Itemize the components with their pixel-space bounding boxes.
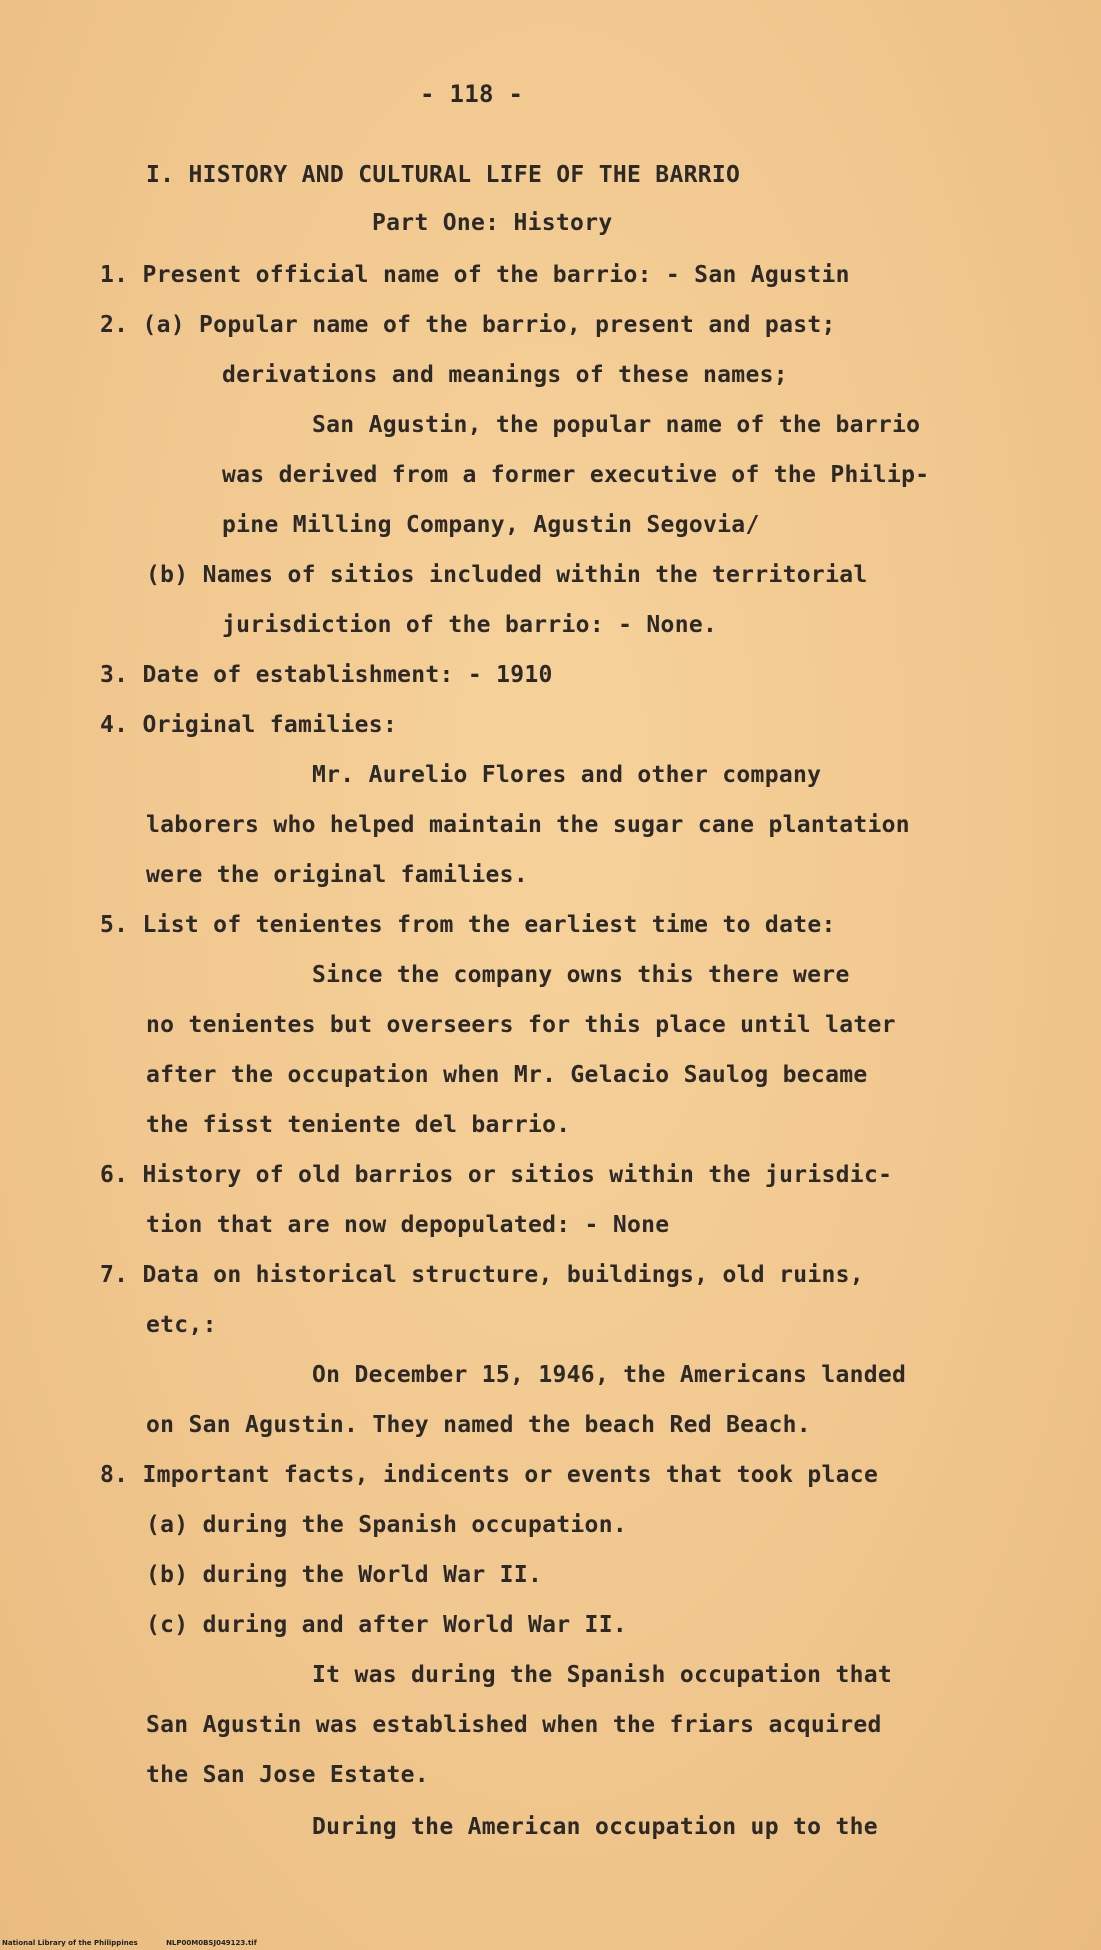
page-number: - 118 - [420,80,524,108]
item-4-line-2: Mr. Aurelio Flores and other company [312,762,822,788]
item-7-line-1: 7. Data on historical structure, buildings, old ruins, [100,1262,864,1288]
item-2a-line-3: San Agustin, the popular name of the barrio [312,412,921,438]
item-8-line-6: San Agustin was established when the friars acquired [146,1712,882,1738]
item-7-line-2: etc,: [146,1312,217,1338]
part-heading: Part One: History [372,210,613,236]
item-5-line-1: 5. List of tenientes from the earliest time to date: [100,912,836,938]
item-1: 1. Present official name of the barrio: - San Agustin [100,262,850,288]
item-2a-line-2: derivations and meanings of these names; [222,362,788,388]
item-6-line-1: 6. History of old barrios or sitios within the jurisdic- [100,1162,893,1188]
item-8-line-1: 8. Important facts, indicents or events that took place [100,1462,879,1488]
scan-footer [2,1939,283,1947]
section-heading: I. HISTORY AND CULTURAL LIFE OF THE BARRIO [146,162,741,188]
item-7-line-3: On December 15, 1946, the Americans landed [312,1362,907,1388]
footer-library: National Library of the Philippines [2,1939,138,1947]
item-8-line-7: the San Jose Estate. [146,1762,429,1788]
item-5-line-2: Since the company owns this there were [312,962,850,988]
item-2a-line-1: 2. (a) Popular name of the barrio, present and past; [100,312,836,338]
item-2a-line-5: pine Milling Company, Agustin Segovia/ [222,512,760,538]
item-6-line-2: tion that are now depopulated: - None [146,1212,670,1238]
item-7-line-4: on San Agustin. They named the beach Red Beach. [146,1412,811,1438]
item-4-line-1: 4. Original families: [100,712,398,738]
item-2a-line-4: was derived from a former executive of the Philip- [222,462,930,488]
footer-file: NLP00M0BSJ049123.tif [166,1939,257,1947]
item-2b-line-2: jurisdiction of the barrio: - None. [222,612,718,638]
item-8-line-4: (c) during and after World War II. [146,1612,628,1638]
item-4-line-4: were the original families. [146,862,528,888]
item-8-line-2: (a) during the Spanish occupation. [146,1512,628,1538]
item-8-line-3: (b) during the World War II. [146,1562,543,1588]
item-8-line-5: It was during the Spanish occupation that [312,1662,893,1688]
item-4-line-3: laborers who helped maintain the sugar cane plantation [146,812,910,838]
item-5-line-5: the fisst teniente del barrio. [146,1112,571,1138]
item-5-line-4: after the occupation when Mr. Gelacio Saulog became [146,1062,868,1088]
item-8-line-8: During the American occupation up to the [312,1814,878,1840]
item-5-line-3: no tenientes but overseers for this place until later [146,1012,896,1038]
item-2b-line-1: (b) Names of sitios included within the territorial [146,562,868,588]
item-3: 3. Date of establishment: - 1910 [100,662,553,688]
